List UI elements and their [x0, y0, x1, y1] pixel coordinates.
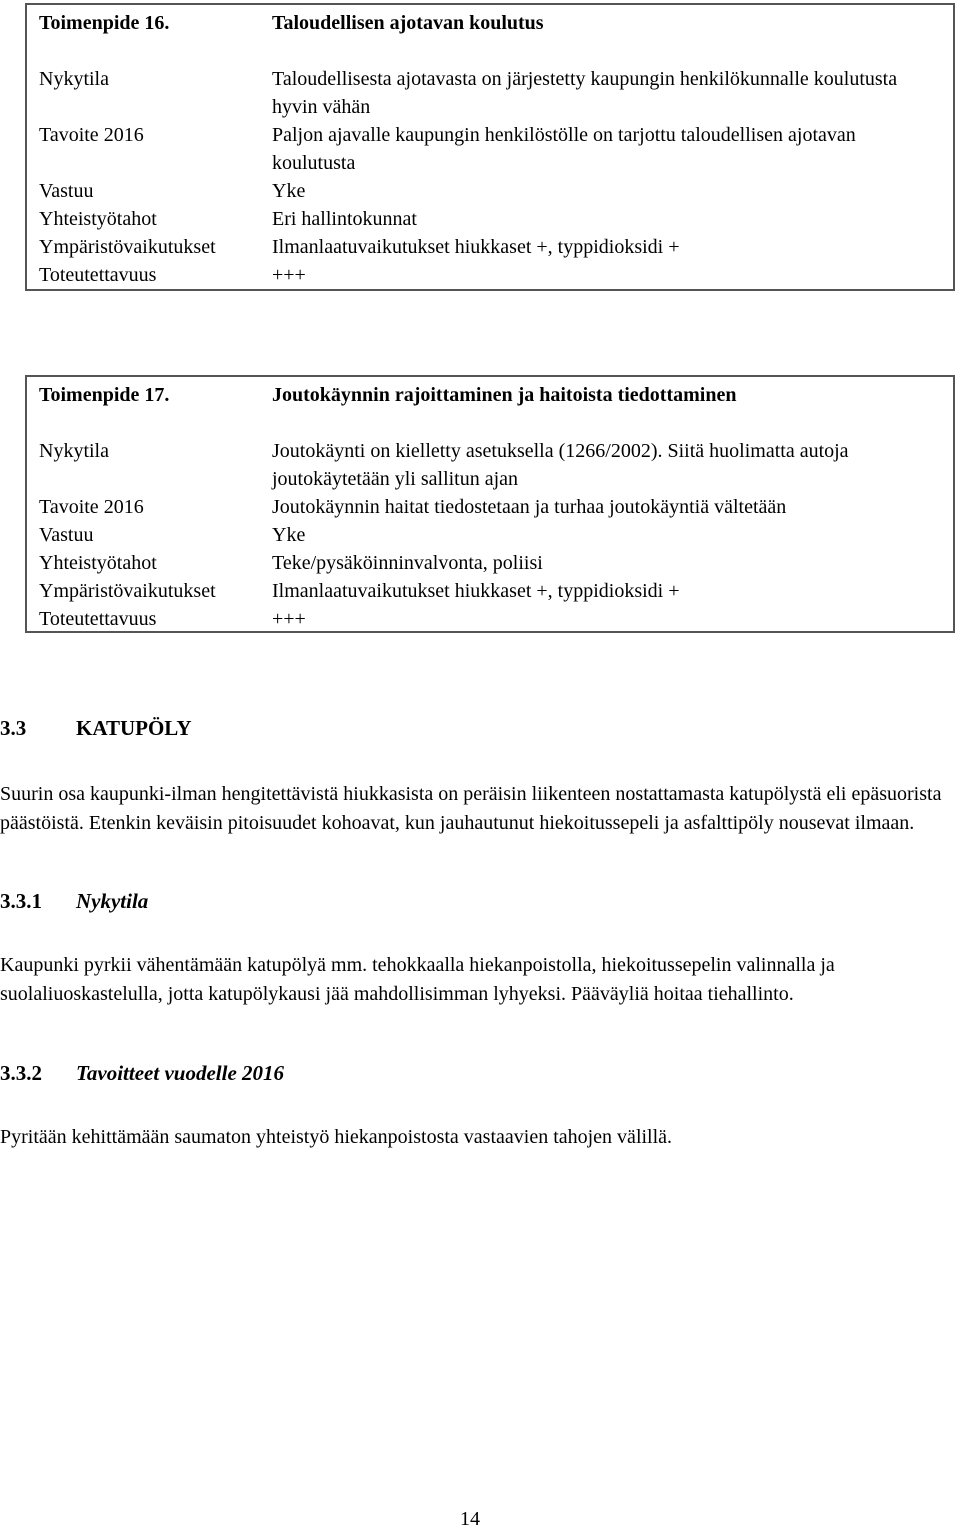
page-number: 14 — [460, 1508, 480, 1530]
row-value: Joutokäynnin haitat tiedostetaan ja turhaa joutokäyntiä vältetään — [272, 496, 787, 518]
section-paragraph: Suurin osa kaupunki-ilman hengitettävistä hiukkasista on peräisin liikenteen nostattamasta katupölystä eli epäsuorista päästöistä. Etenkin keväisin pitoisuudet kohoavat, kun jauhautunut hiekoitussepeli ja asfalttipöly nousevat ilmaan. — [0, 783, 942, 834]
subsection-2-title: Tavoitteet vuodelle 2016 — [76, 1061, 285, 1085]
section-number: 3.3 — [0, 716, 27, 740]
row-value: Ilmanlaatuvaikutukset hiukkaset +, typpidioksidi + — [272, 580, 680, 602]
measure-17-title: Joutokäynnin rajoittaminen ja haitoista tiedottaminen — [272, 384, 737, 406]
subsection-2-paragraph: Pyritään kehittämään saumaton yhteistyö hiekanpoistosta vastaavien tahojen välillä. — [0, 1126, 673, 1148]
section-title: KATUPÖLY — [76, 716, 192, 740]
subsection-1-heading — [0, 889, 148, 914]
section-heading — [0, 716, 192, 741]
subsection-2-heading — [0, 1061, 284, 1086]
row-label: Yhteistyötahot — [39, 552, 157, 574]
subsection-1-paragraph: Kaupunki pyrkii vähentämään katupölyä mm. tehokkaalla hiekanpoistolla, hiekoitussepelin valinnalla ja suolaliuoskastelulla, jotta katupölykausi jää mahdollisimman lyhyeksi. Pääväyliä hoitaa tiehallinto. — [0, 954, 835, 1005]
measure-17-table — [25, 375, 955, 633]
row-value: Teke/pysäköinninvalvonta, poliisi — [272, 552, 543, 574]
row-value: Taloudellisesta ajotavasta on järjestetty kaupungin henkilökunnalle koulutusta hyvin vähän — [272, 68, 898, 118]
row-label: Vastuu — [39, 180, 94, 202]
row-label: Tavoite 2016 — [39, 496, 144, 518]
row-value: +++ — [272, 264, 306, 286]
measure-16-table — [25, 3, 955, 291]
row-label: Nykytila — [39, 68, 109, 90]
measure-16-title: Taloudellisen ajotavan koulutus — [272, 12, 544, 34]
row-label: Ympäristövaikutukset — [39, 236, 216, 258]
subsection-2-number: 3.3.2 — [0, 1061, 42, 1085]
row-label: Yhteistyötahot — [39, 208, 157, 230]
subsection-1-number: 3.3.1 — [0, 889, 42, 913]
measure-17-label: Toimenpide 17. — [39, 384, 170, 406]
row-label: Toteutettavuus — [39, 608, 157, 630]
row-label: Toteutettavuus — [39, 264, 157, 286]
row-label: Ympäristövaikutukset — [39, 580, 216, 602]
row-value: Yke — [272, 180, 306, 202]
row-value: Paljon ajavalle kaupungin henkilöstölle on tarjottu taloudellisen ajotavan koulutusta — [272, 124, 856, 174]
row-label: Tavoite 2016 — [39, 124, 144, 146]
row-label: Nykytila — [39, 440, 109, 462]
row-value: Joutokäynti on kielletty asetuksella (1266/2002). Siitä huolimatta autoja joutokäytetään yli sallitun ajan — [272, 440, 849, 490]
row-value: +++ — [272, 608, 306, 630]
measure-16-label: Toimenpide 16. — [39, 12, 170, 34]
row-value: Yke — [272, 524, 306, 546]
row-value: Ilmanlaatuvaikutukset hiukkaset +, typpidioksidi + — [272, 236, 680, 258]
subsection-1-title: Nykytila — [76, 889, 149, 913]
row-value: Eri hallintokunnat — [272, 208, 417, 230]
row-label: Vastuu — [39, 524, 94, 546]
